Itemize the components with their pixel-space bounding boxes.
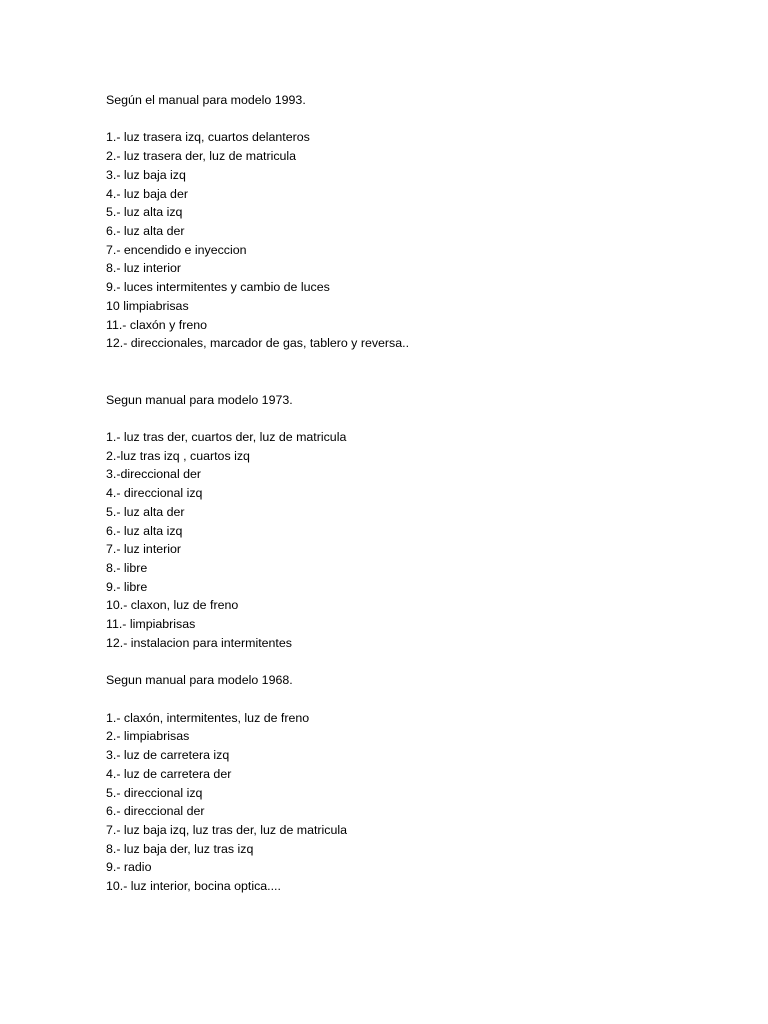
list-item: 8.- libre — [106, 560, 148, 575]
list-item: 1.- luz tras der, cuartos der, luz de matricula — [106, 429, 347, 444]
section-title: Según el manual para modelo 1993. — [106, 93, 306, 107]
list-item: 5.- direccional izq — [106, 785, 203, 800]
spacer — [106, 653, 726, 672]
list-item: 12.- instalacion para intermitentes — [106, 635, 292, 650]
list-item: 10.- claxon, luz de freno — [106, 598, 239, 613]
list-item: 11.- limpiabrisas — [106, 617, 196, 632]
list-item: 11.- claxón y freno — [106, 317, 208, 332]
list-item: 2.-luz tras izq , cuartos izq — [106, 448, 250, 463]
list-item: 9.- luces intermitentes y cambio de luces — [106, 280, 330, 295]
spacer — [106, 110, 726, 129]
list-item: 1.- claxón, intermitentes, luz de freno — [106, 710, 310, 725]
fuse-list — [106, 428, 726, 653]
list-item: 2.- luz trasera der, luz de matricula — [106, 149, 297, 164]
list-item: 2.- limpiabrisas — [106, 729, 190, 744]
list-item: 8.- luz baja der, luz tras izq — [106, 841, 254, 856]
list-item: 6.- luz alta izq — [106, 523, 183, 538]
section-title: Segun manual para modelo 1968. — [106, 673, 293, 688]
list-item: 7.- luz interior — [106, 542, 182, 557]
list-item: 8.- luz interior — [106, 261, 182, 276]
list-item: 12.- direccionales, marcador de gas, tablero y reversa.. — [106, 336, 410, 351]
fuse-list — [106, 128, 726, 353]
list-item: 10.- luz interior, bocina optica.... — [106, 879, 281, 894]
document-page — [106, 91, 726, 896]
spacer — [106, 690, 726, 709]
list-item: 6.- luz alta der — [106, 224, 185, 239]
spacer — [106, 353, 726, 390]
list-item: 10 limpiabrisas — [106, 298, 189, 313]
list-item: 5.- luz alta izq — [106, 205, 183, 220]
list-item: 6.- direccional der — [106, 804, 205, 819]
list-item: 9.- libre — [106, 579, 148, 594]
section-1968 — [106, 671, 726, 896]
list-item: 3.- luz baja izq — [106, 167, 186, 182]
section-1993 — [106, 91, 726, 353]
list-item: 5.- luz alta der — [106, 504, 185, 519]
list-item: 4.- direccional izq — [106, 486, 203, 501]
list-item: 7.- encendido e inyeccion — [106, 242, 247, 257]
list-item: 7.- luz baja izq, luz tras der, luz de matricula — [106, 823, 348, 838]
section-title: Segun manual para modelo 1973. — [106, 392, 293, 407]
fuse-list — [106, 709, 726, 896]
list-item: 3.- luz de carretera izq — [106, 748, 230, 763]
list-item: 4.- luz baja der — [106, 186, 188, 201]
list-item: 1.- luz trasera izq, cuartos delanteros — [106, 130, 310, 145]
list-item: 4.- luz de carretera der — [106, 766, 232, 781]
section-1973 — [106, 391, 726, 653]
list-item: 9.- radio — [106, 860, 152, 875]
list-item: 3.-direccional der — [106, 467, 202, 482]
spacer — [106, 409, 726, 428]
